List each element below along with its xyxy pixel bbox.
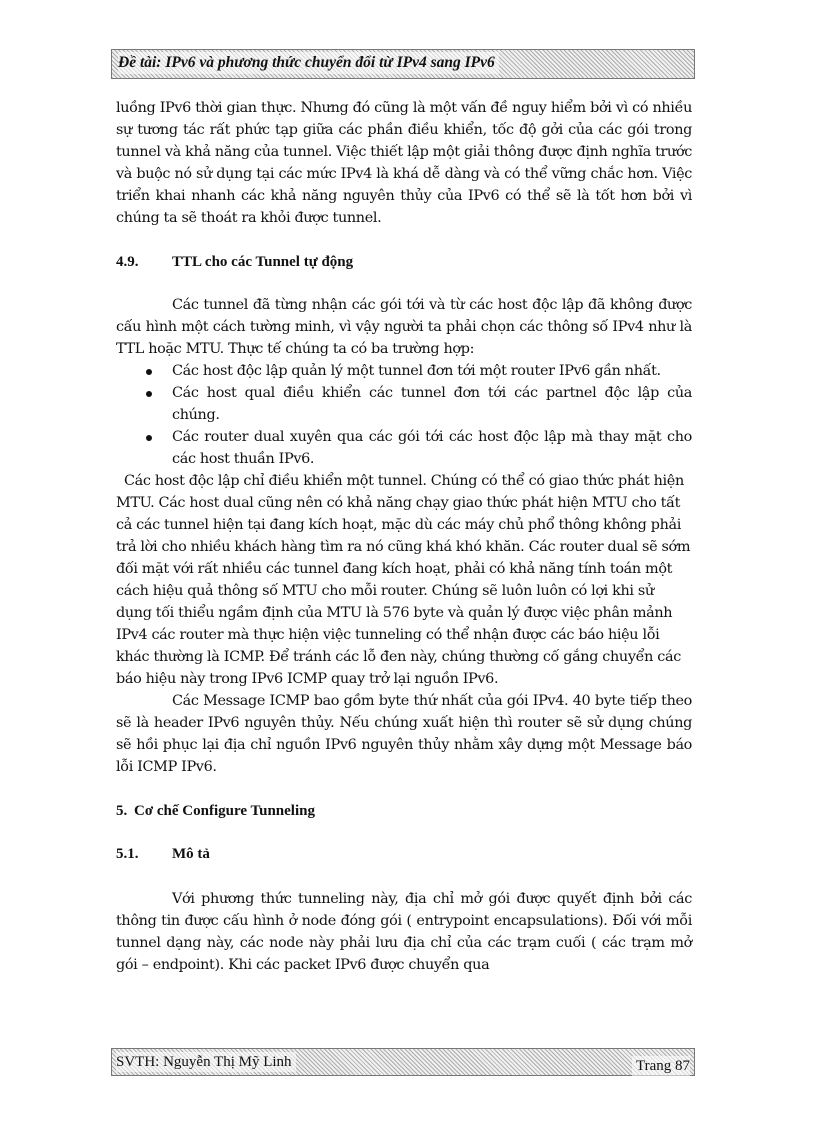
section-title: TTL cho các Tunnel tự động [172, 254, 354, 270]
intro-paragraph: luồng IPv6 thời gian thực. Nhưng đó cũng là một vấn đề nguy hiểm bởi vì có nhiều sự tương tác rất phức tạp giữa các phần điều khiển, tốc độ gởi của các gói trong tunnel và khả năng của tunnel. Việc thiết lập một giải thông được định nghĩa trước và buộc nó sử dụng tại các mức IPv4 là khá dễ dàng và có thể vững chắc hơn. Việc triển khai nhanh các khả năng nguyên thủy của IPv6 có thể sẽ là tốt hơn bởi vì chúng ta sẽ thoát ra khỏi được tunnel. [116, 100, 692, 226]
paragraph: Các Message ICMP bao gồm byte thứ nhất của gói IPv4. 40 byte tiếp theo sẽ là header IPv6 nguyên thủy. Nếu chúng xuất hiện thì router sẽ sử dụng chúng sẽ hồi phục lại địa chỉ nguồn IPv6 nguyên thủy nhằm xây dựng một Message báo lỗi ICMP IPv6. [116, 693, 692, 775]
section-number: 5.1. [116, 846, 139, 862]
list-item-text: Các host độc lập quản lý một tunnel đơn tới một router IPv6 gần nhất. [172, 363, 661, 379]
list-item [116, 360, 692, 382]
list-item-text: Các host qual điều khiển các tunnel đơn tới các partnel độc lập của chúng. [172, 385, 692, 423]
paragraph: Các host độc lập chỉ điều khiển một tunnel. Chúng có thể có giao thức phát hiện MTU. Các host dual cũng nên có khả năng chạy giao thức phát hiện MTU cho tất cả các tunnel hiện tại đang kích hoạt, mặc dù các máy chủ phổ thông không phải trả lời cho nhiều khách hàng tìm ra nó cũng khá khó khăn. Các router dual sẽ sớm đối mặt với rất nhiều các tunnel đang kích hoạt, phải có khả năng tính toán một cách hiệu quả thông số MTU cho mỗi router. Chúng sẽ luôn luôn có lợi khi sử dụng tối thiểu ngầm định của MTU là 576 byte và quản lý được việc phân mảnh IPv4 các router mà thực hiện việc tunneling có thể nhận được các báo hiệu lỗi khác thường là ICMP. Để tránh các lỗ đen này, chúng thường cố gắng chuyển các báo hiệu này trong IPv6 ICMP quay trở lại nguồn IPv6. [116, 473, 691, 687]
paragraph: Các tunnel đã từng nhận các gói tới và từ các host độc lập đã không được cấu hình một cách tường minh, vì vậy người ta phải chọn các thông số IPv4 như là TTL hoặc MTU. Thực tế chúng ta có ba trường hợp: [116, 297, 692, 357]
paragraph: Với phương thức tunneling này, địa chỉ mở gói được quyết định bởi các thông tin được cấu hình ở node đóng gói ( entrypoint encapsulations). Đối với mỗi tunnel dạng này, các node này phải lưu địa chỉ của các trạm cuối ( các trạm mở gói – endpoint). Khi các packet IPv6 được chuyển qua [116, 891, 692, 973]
bullet-icon [146, 435, 152, 441]
section-heading-5 [116, 800, 692, 822]
section-title: Cơ chế Configure Tunneling [134, 803, 315, 819]
list-item [116, 426, 692, 470]
section-title: Mô tả [172, 846, 210, 862]
bullet-icon [146, 391, 152, 397]
list-item [116, 382, 692, 426]
list-item-text: Các router dual xuyên qua các gói tới các host độc lập mà thay mặt cho các host thuần IPv6. [172, 429, 692, 467]
section-number: 4.9. [116, 254, 139, 270]
footer-author: SVTH: Nguyễn Thị Mỹ Linh [116, 1052, 296, 1072]
page-number-value: 87 [675, 1058, 690, 1074]
page-content [116, 97, 692, 976]
page-label: Trang [635, 1058, 672, 1074]
section-number: 5. [116, 803, 128, 819]
bullet-icon [146, 369, 152, 375]
document-title: Đề tài: IPv6 và phương thức chuyển đổi từ IPv4 sang IPv6 [118, 52, 499, 74]
bullet-list [116, 360, 692, 470]
page-number [632, 1056, 690, 1076]
section-heading-5-1 [116, 843, 692, 865]
section-heading-4-9 [116, 251, 692, 273]
